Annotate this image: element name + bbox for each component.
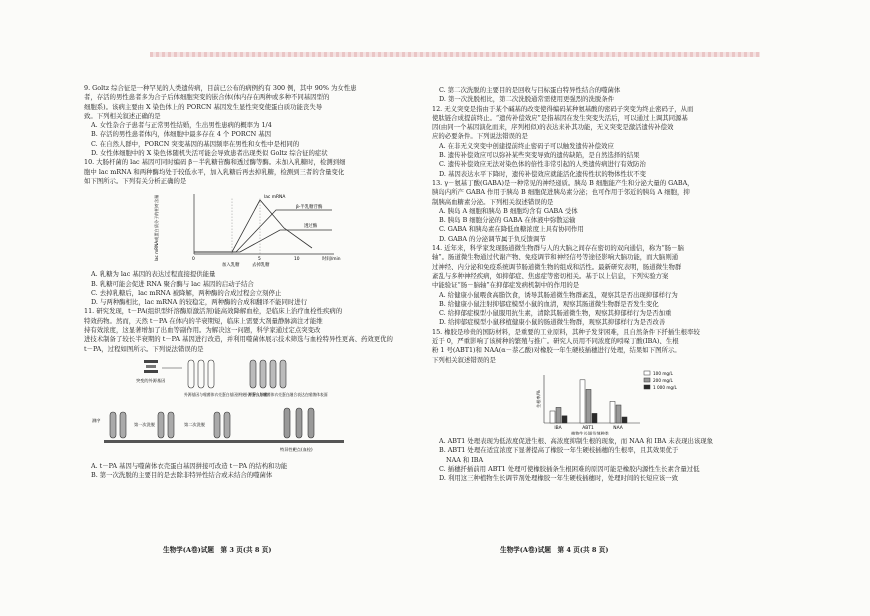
q10-curve-mrna [194,200,312,252]
q15-bar-chart [432,367,762,435]
q13-option-c: C. GABA 和胰岛素在降低血糖浓度上具有协同作用 [439,225,584,234]
question-9 [84,84,414,158]
q10-stem-2: 胞中 lac mRNA 和两种酶均处于较低水平，加入乳糖后再去掉乳糖，检测到三者的含量变化 [84,167,345,176]
q11-stem-4: 进技术制备了较长半衰期的 t－PA 基因进行改造，并利用噬菌体展示技术筛选与血栓特异性更高、药效更优的 [84,335,393,344]
q15-bar-IBA-1 [556,407,561,423]
q15-legend-swatch-2 [644,385,650,389]
q15-legend-label-2: 1 000 mg/L [653,384,677,390]
q15-bar-ABT1-0 [580,380,585,423]
q15-bar-IBA-2 [562,416,567,423]
q10-curve-chart [84,188,414,268]
q11-gene-bar-3 [144,370,158,373]
q10-tick-5: 5 [258,257,261,263]
q15-stem-1: 15. 橡胶是珍贵的国防材料，是重要的工业原料，其种子发芽困难，且自然条件下扦插生根率较 [432,327,700,336]
q9-option-b: B. 存活的男性患者体内，体细胞中最多存在 4 个 PORCN 基因 [91,130,271,139]
q10-label-galactosidase: β-半乳糖苷酶 [296,205,323,211]
q12-stem-3: 因(由同一个基因演化而来，序列相似)的表达来补其功能，无义突变是激活遗传补偿效 [432,123,674,132]
q10-ylabel: lac mRNA或蛋白质分子的相对含量 [154,195,159,262]
q10-label-permease: 透过酶 [304,224,318,230]
q14-stem-2: 轴”。肠道微生物通过代谢产物、免疫调节和神经信号等途径影响大脑功能，而大脑则通 [432,253,679,262]
q11-stem-3: 持有效浓度，这显著增加了出血等副作用。为解决这一问题，科学家通过定点突变改 [84,326,321,335]
q11-label-gene: 突变的外源基因 [136,377,166,383]
q11-stem-1: 11. 研究发现，t－PA(组织型纤溶酶原激活剂)能高效降解血栓，是临床上治疗血栓性疾病的 [84,307,343,316]
page-left-column [84,84,414,481]
q15-legend-swatch-1 [644,378,650,382]
q12-option-d: D. 基因表达水平下降时，遗传补偿效应就能活化遗传性状的物体性状不变 [439,169,647,178]
q11-phage-group-top [188,360,286,388]
q14-stem-1: 14. 近年来，科学家发现肠道微生物群与人的大脑之间存在密切的双向通信，称为“肠－脑 [432,244,684,253]
q11-phage-display-diagram [84,356,414,460]
q10-curve-galactosidase [194,210,332,252]
q15-option-b: B. ABT1 处理在适宜浓度下显著提高了橡胶一年生硬枝插穗的生根率，且其效果优于 [439,446,679,455]
q10-label-mrna: lac mRNA [264,195,286,201]
q14-option-a: A. 给健康小鼠喂食高脂饮食，诱导其肠道微生物群紊乱，观察其是否出现抑郁样行为 [439,290,678,299]
question-10 [84,158,414,307]
q15-stem-3: 粉 1 号(ABT1)和 NAA(α－萘乙酸)对橡胶一年生硬枝插穗进行处理，结果如下图所示。 [432,346,681,355]
fold-line [150,52,760,57]
q12-stem-2: 使肽链合成提前终止。“遗传补偿效应”是指基因在发生突变失活后，可以通过上调其同源基 [432,113,688,122]
q11-label-sequencing: 测序 [92,417,101,423]
q15-bar-NAA-2 [622,417,627,423]
q15-option-a: A. ABT1 处理表现为低浓度促进生根、高浓度抑制生根的现象，而 NAA 和 IBA 未表现出该现象 [439,436,714,445]
q9-stem-2: 者，存活的男性患者多为合子后体细胞突变的嵌合体(体内存在两种或多种不同基因型的 [84,93,330,102]
q15-bar-NAA-1 [616,405,621,423]
q10-annot-add: 加入乳糖 [222,263,240,269]
q15-bar-ABT1-2 [592,413,597,423]
q11-option-b: B. 第一次洗脱的主要目的是去除非特异性结合或未结合的噬菌体 [91,471,273,480]
q9-option-d: D. 女性体细胞中的 X 染色体随机失活可能会导致患者出现类似 Goltz 综合征的症状 [91,149,328,158]
q12-option-c: C. 遗传补偿效应无法对染色体的倍性非常引起的人类遗传病进行有效防治 [439,160,646,169]
q15-option-c: C. 插穗扦插前用 ABT1 处理可使橡胶插条生根困难的原因可能是橡胶内源性生长素含量过低 [439,464,700,473]
q15-legend-label-0: 100 mg/L [653,370,673,376]
q9-option-c: C. 在自然人群中，PORCN 突变基因的基因频率在男性和女性中是相同的 [91,139,300,148]
q11-option-a: A. t－PA 基因与噬菌体衣壳蛋白基因拼接可改造 t－PA 的结构和功能 [91,461,288,470]
q9-option-a: A. 女性杂合子患者与正常男性结婚，生出男性患病的概率为 1/4 [91,121,272,130]
q15-legend-label-1: 200 mg/L [653,377,673,383]
q10-option-b: B. 乳糖可能会促进 RNA 聚合酶与 lac 基因的启动子结合 [91,279,254,288]
q14-stem-5: 中能验证“肠－脑轴”在抑郁症发病机制中的作用的是 [432,281,580,290]
q11-target-surface [104,440,344,443]
q10-option-c: C. 去掉乳糖后，lac mRNA 被降解，两种酶的合成过程会立刻停止 [91,288,282,297]
q9-stem-3: 细胞系)。该病主要由 X 染色体上的 PORCN 基因发生显性突变使蛋白质功能丧失导 [84,102,323,111]
q10-figure [84,188,414,268]
q11-option-c: C. 第二次洗脱的主要目的是回收与目标蛋白特异性结合的噬菌体 [439,86,621,94]
footer-right: 生物学(A卷)试题 第 4 页(共 8 页) [500,546,609,554]
q11-stem-2: 特效药物。然而，天然 t－PA 在体内的半衰期短，临床上需要大剂量静脉滴注才能维 [84,316,323,325]
q15-option-d: D. 利用这三种植物生长调节剂处理橡胶一年生硬枝插穗时，处理时间的长短应该一致 [439,474,679,483]
q11-label-wash1: 第一次洗脱 [134,421,155,427]
q15-xtick-ABT1: ABT1 [582,425,594,431]
q14-stem-3: 过神经、内分泌和免疫系统调节肠道微生物的组成和活性。最新研究表明，肠道微生物群 [432,262,682,271]
q15-option-b-cont: NAA 和 IBA [446,455,484,464]
q11-stem-5: t－PA，过程如图所示。下列说法错误的是 [84,344,204,353]
q10-xlabel: 时间/min [322,257,341,263]
question-15 [432,328,762,484]
q13-option-b: B. 胰岛 B 细胞分泌的 GABA 在体液中弥散运输 [439,216,576,225]
q9-stem-1: 9. Goltz 综合征是一种罕见的人类遗传病，目前已公布的病例约有 300 例，其中 90% 为女性患 [84,84,357,92]
q13-stem-3: 制胰高血糖素分泌。下列相关叙述错误的是 [432,197,554,206]
q15-figure [432,367,762,435]
q13-stem-1: 13. γ－氨基丁酸(GABA)是一种常见的神经递质。胰岛 B 细胞能产生和分泌大量的 GABA， [432,178,694,187]
q10-tick-10: 10 [294,257,300,263]
q11-gene-bar-1 [144,360,158,363]
q12-option-a: A. 在非无义突变中创建提前终止密码子可以触发遗传补偿效应 [439,141,614,150]
page-right-column [432,86,762,483]
q12-stem-4: 应的必要条件。下列说法错误的是 [432,132,528,141]
question-14 [432,244,762,328]
q10-annot-remove: 去掉乳糖 [252,263,270,269]
q11-option-d: D. 第一次洗脱相比，第二次洗脱通常需使用更强烈的洗脱条件 [439,95,615,104]
q11-label-target: 特异性靶点(血栓) [280,446,313,452]
q15-bar-ABT1-1 [586,389,591,423]
q15-stem-4: 下列相关叙述错误的是 [432,355,496,364]
q11-label-display: 外源蛋白与噬菌体衣壳蛋白融合表达在噬菌体表面 [244,391,328,397]
q11-label-wash2: 第二次洗脱 [184,421,205,427]
q15-xtick-NAA: NAA [613,425,623,431]
q9-stem-4: 致。下列相关叙述正确的是 [84,111,161,120]
q15-bar-NAA-0 [610,401,615,423]
q11-figure [84,356,414,460]
q15-xlabel: 植物生长调节剂种类 [571,430,609,435]
q14-option-d: D. 给抑郁症模型小鼠移植健康小鼠的肠道微生物群，观察其抑郁样行为是否改善 [439,318,666,327]
q12-stem-1: 12. 无义突变是指由于某个碱基的改变使得编码某种氨基酸的密码子突变为终止密码子，从而 [432,104,694,113]
q13-option-d: D. GABA 的分泌调节属于负反馈调节 [439,234,546,243]
q11-gene-bar-2 [146,365,156,368]
q10-option-d: D. 与两种酶相比，lac mRNA 的较稳定，两种酶的合成和翻译不能同时进行 [91,298,308,307]
q15-ylabel: 生根率/% [536,389,541,408]
question-12 [432,105,762,179]
q15-stem-2: 近于 0，严重影响了该树种的繁殖与推广。研究人员用不同浓度的吲哚丁酸(IBA)、生根 [432,337,679,346]
q13-stem-2: 胰岛内所产 GABA 作用于胰岛 B 细胞促进胰岛素分泌；也可作用于邻近的胰岛 A 细胞，抑 [432,188,690,197]
q10-stem-3: 如下图所示。下列有关分析正确的是 [84,176,187,185]
q12-option-b: B. 遗传补偿效应可以弥补某些突变导致的遗传缺陷，是自然选择的结果 [439,151,640,160]
q10-curve-permease [194,230,332,252]
q14-option-c: C. 给抑郁症模型小鼠服用抗生素，清除其肠道微生物，观察其抑郁样行为是否加重 [439,309,672,318]
question-13 [432,179,762,244]
q10-option-a: A. 乳糖为 lac 基因的表达过程直接提供能量 [91,270,216,279]
q15-legend-swatch-0 [644,371,650,375]
q13-option-a: A. 胰岛 A 细胞和胰岛 B 细胞均含有 GABA 受体 [439,206,578,215]
q11-label-splice: 外源基因与噬菌体衣壳蛋白基因拼接，并导入细菌 [184,391,268,397]
q10-tick-0: 0 [192,257,195,263]
q10-stem-1: 10. 大肠杆菌的 lac 基因可同时编码 β－半乳糖苷酶和透过酶等酶。未加入乳糖时，检测到细 [84,158,346,167]
footer-left: 生物学(A卷)试题 第 3 页(共 8 页) [163,546,272,554]
q14-option-b: B. 给健康小鼠注射抑郁症模型小鼠的血清，观察其肠道微生物群是否发生变化 [439,299,659,308]
q15-xtick-IBA: IBA [554,425,562,431]
q14-stem-4: 紊乱与多种神经疾病，如抑郁症、焦虑症等密切相关。基于以上信息，下列实验方案 [432,271,669,280]
question-11 [84,307,414,480]
q15-bar-IBA-0 [550,411,555,423]
